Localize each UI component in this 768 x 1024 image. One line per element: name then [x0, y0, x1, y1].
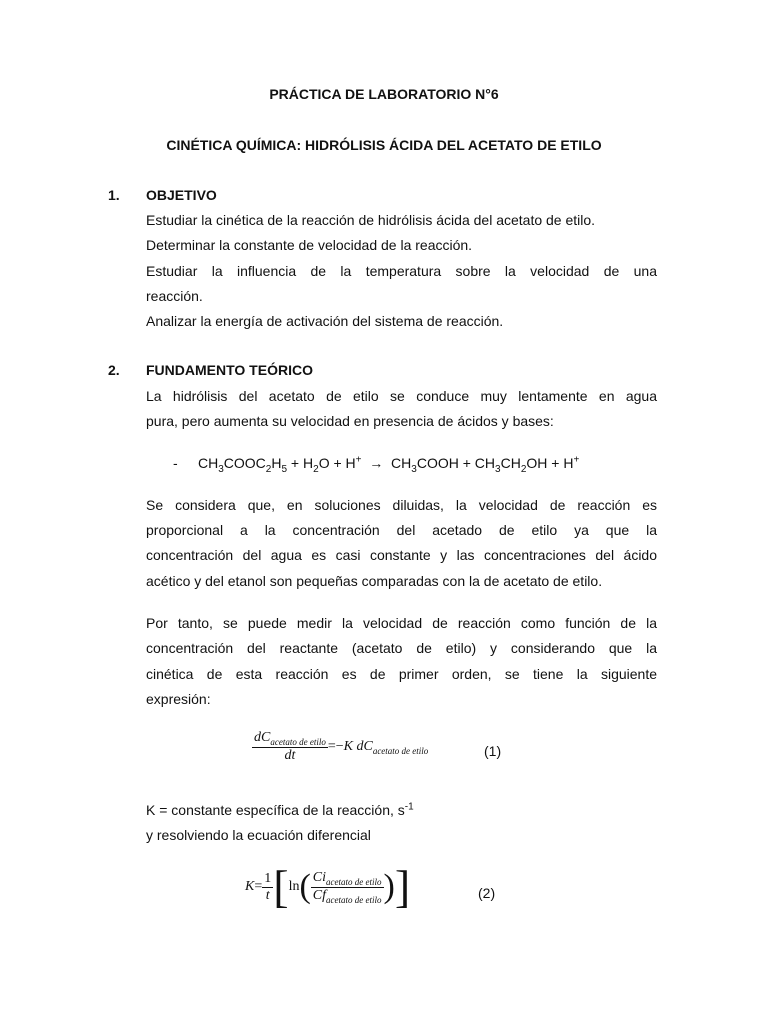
- equation-2: K= $\frac{1}{t}$ [ln( $\frac{Ci_{acetato de etilo}}{Cf_{acetato de etilo}}$ )]: [245, 861, 411, 912]
- objective-line-3: Estudiar la influencia de la temperatura sobre la velocidad de una: [146, 263, 657, 279]
- reaction-equation: $CH_3COOC_2H_5 + H_2O + H^+$ → $CH_3COOH + CH_3CH_2OH + H^+$: [198, 454, 580, 475]
- page-subtitle: CINÉTICA QUÍMICA: HIDRÓLISIS ÁCIDA DEL ACETATO DE ETILO: [166, 137, 602, 153]
- objective-line-5: Analizar la energía de activación del sistema de reacción.: [146, 313, 504, 329]
- section-2-heading: FUNDAMENTO TEÓRICO: [146, 362, 313, 378]
- equation-2-label: (2): [478, 885, 496, 901]
- objective-line-4: reacción.: [146, 288, 203, 304]
- section-2-number: 2.: [108, 362, 120, 378]
- para3-line-2: concentración del reactante (acetato de etilo) y considerando que la: [146, 640, 657, 656]
- reaction-bullet: -: [173, 455, 178, 471]
- section-1-heading: OBJETIVO: [146, 187, 217, 203]
- para1-line-1: La hidrólisis del acetato de etilo se conduce muy lentamente en agua: [146, 388, 657, 404]
- k-definition: K = constante específica de la reacción, $s^{-1}$: [146, 801, 414, 818]
- para1-line-2: pura, pero aumenta su velocidad en presencia de ácidos y bases:: [146, 413, 554, 429]
- para3-line-1: Por tanto, se puede medir la velocidad de reacción como función de la: [146, 615, 657, 631]
- objective-line-1: Estudiar la cinética de la reacción de hidrólisis ácida del acetato de etilo.: [146, 212, 596, 228]
- objective-line-2: Determinar la constante de velocidad de la reacción.: [146, 237, 473, 253]
- para2-line-1: Se considera que, en soluciones diluidas, la velocidad de reacción es: [146, 497, 657, 513]
- arrow-icon: →: [369, 455, 384, 471]
- para2-line-3: concentración del agua es casi constante y las concentraciones del ácido: [146, 547, 657, 563]
- resolve-line: y resolviendo la ecuación diferencial: [146, 827, 371, 843]
- para3-line-3: cinética de esta reacción es de primer orden, se tiene la siguiente: [146, 666, 657, 682]
- equation-1-label: (1): [484, 743, 502, 759]
- para3-line-4: expresión:: [146, 691, 211, 707]
- page-title: PRÁCTICA DE LABORATORIO N°6: [269, 86, 499, 102]
- para2-line-2: proporcional a la concentración del acetado de etilo ya que la: [146, 522, 657, 538]
- equation-1: $\frac{dC_{acetato de etilo}}{dt}$ =−K $dC_{acetato de etilo}$: [254, 730, 429, 763]
- section-1-number: 1.: [108, 187, 120, 203]
- para2-line-4: acético y del etanol son pequeñas comparadas con la de acetato de etilo.: [146, 573, 603, 589]
